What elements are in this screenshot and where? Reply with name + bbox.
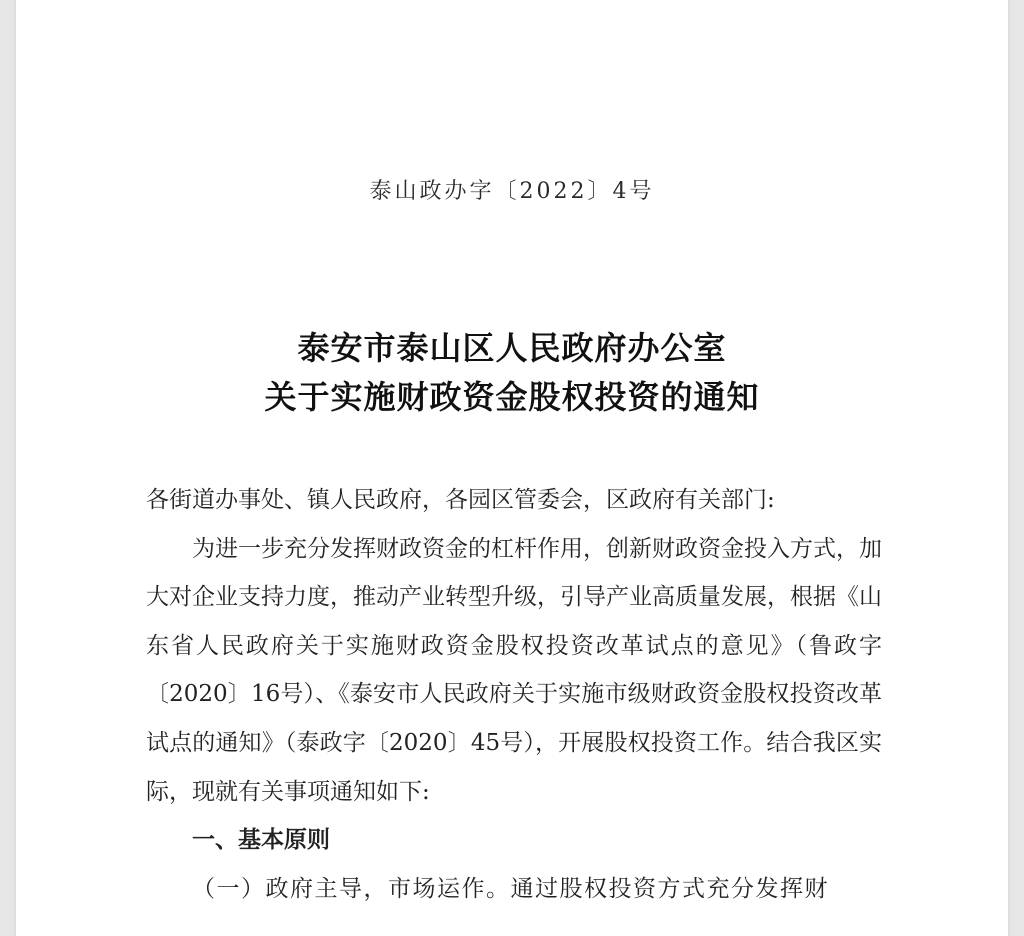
document-title-line-1: 泰安市泰山区人民政府办公室 [297, 329, 727, 367]
salutation: 各街道办事处、镇人民政府，各园区管委会，区政府有关部门: [146, 487, 775, 513]
document-page [16, 0, 1008, 936]
section-heading: 一、基本原则 [192, 827, 330, 854]
paragraph: 为进一步充分发挥财政资金的杠杆作用，创新财政资金投入方式，加大对企业支持力度，推动产业转型升级，引导产业高质量发展，根据《山东省人民政府关于实施财政资金股权投资改革试点的意见》（鲁政字〔2020〕16号）、《泰安市人民政府关于实施市级财政资金股权投资改革试点的通知》（泰政字〔2020〕45号），开展股权投资工作。结合我区实际，现就有关事项通知如下: [146, 535, 882, 805]
subsection-paragraph: （一）政府主导，市场运作。通过股权投资方式充分发挥财 [192, 875, 829, 902]
document-body [146, 476, 882, 913]
document-title-line-2: 关于实施财政资金股权投资的通知 [264, 378, 760, 416]
document-number: 泰山政办字〔2022〕4号 [369, 179, 655, 204]
